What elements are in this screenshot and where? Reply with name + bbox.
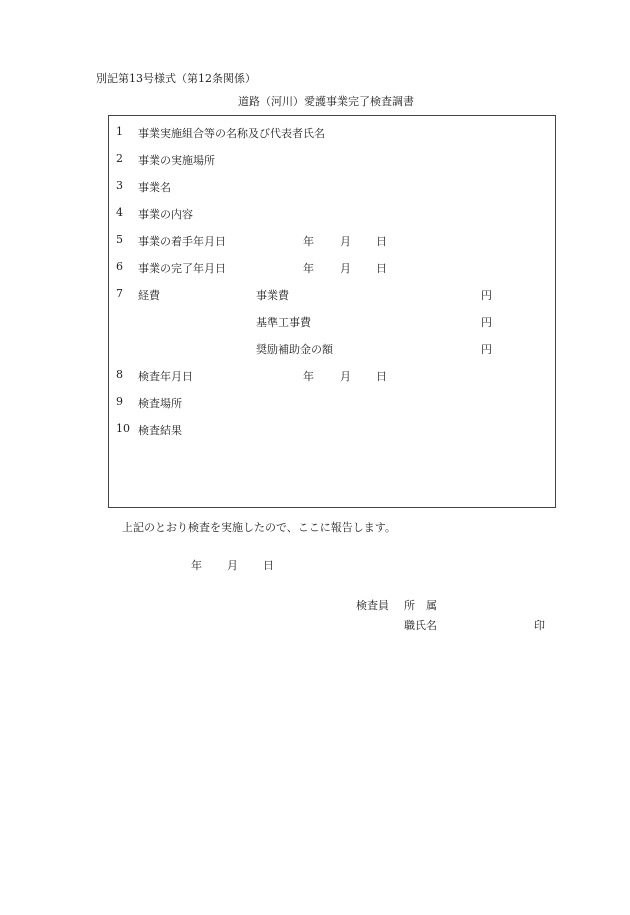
- yen-unit: 円: [481, 343, 492, 356]
- item-number: 9: [116, 395, 123, 408]
- year-mark: 年: [303, 370, 314, 383]
- item-label-inspection-date: 検査年月日: [138, 370, 193, 383]
- item-number: 4: [116, 206, 123, 219]
- report-statement: 上記のとおり検査を実施したので、ここに報告します。: [122, 521, 396, 534]
- item-number: 3: [116, 179, 123, 192]
- item-label-inspection-place: 検査場所: [138, 397, 182, 410]
- day-mark: 日: [263, 559, 274, 572]
- item-number: 6: [116, 260, 123, 273]
- item-number: 8: [116, 368, 123, 381]
- item-number: 2: [116, 152, 123, 165]
- day-mark: 日: [376, 235, 387, 248]
- yen-unit: 円: [481, 289, 492, 302]
- item-label-start-date: 事業の着手年月日: [138, 235, 226, 248]
- item-label-expenses: 経費: [138, 289, 160, 302]
- month-mark: 月: [340, 235, 351, 248]
- day-mark: 日: [376, 262, 387, 275]
- inspector-label: 検査員: [356, 599, 389, 612]
- day-mark: 日: [376, 370, 387, 383]
- item-label-content: 事業の内容: [138, 208, 193, 221]
- title-name-label: 職氏名: [404, 619, 437, 632]
- form-reference: 別記第13号様式（第12条関係）: [96, 72, 256, 85]
- item-label-completion-date: 事業の完了年月日: [138, 262, 226, 275]
- item-label-project-name: 事業名: [138, 181, 171, 194]
- expense-label-subsidy: 奨励補助金の額: [256, 343, 333, 356]
- form-table: [108, 115, 556, 508]
- year-mark: 年: [303, 235, 314, 248]
- item-label-organization: 事業実施組合等の名称及び代表者氏名: [138, 127, 325, 140]
- affiliation-label: 所 属: [404, 599, 437, 612]
- item-number: 10: [116, 422, 130, 435]
- month-mark: 月: [340, 370, 351, 383]
- year-mark: 年: [303, 262, 314, 275]
- item-label-inspection-result: 検査結果: [138, 424, 182, 437]
- item-number: 5: [116, 233, 123, 246]
- document-title: 道路（河川）愛護事業完了検査調書: [238, 95, 414, 108]
- month-mark: 月: [227, 559, 238, 572]
- seal-mark: 印: [534, 619, 545, 632]
- yen-unit: 円: [481, 316, 492, 329]
- month-mark: 月: [340, 262, 351, 275]
- item-label-location: 事業の実施場所: [138, 154, 215, 167]
- expense-label-project-cost: 事業費: [256, 289, 289, 302]
- expense-label-standard-cost: 基準工事費: [256, 316, 311, 329]
- item-number: 7: [116, 287, 123, 300]
- year-mark: 年: [191, 559, 202, 572]
- item-number: 1: [116, 125, 123, 138]
